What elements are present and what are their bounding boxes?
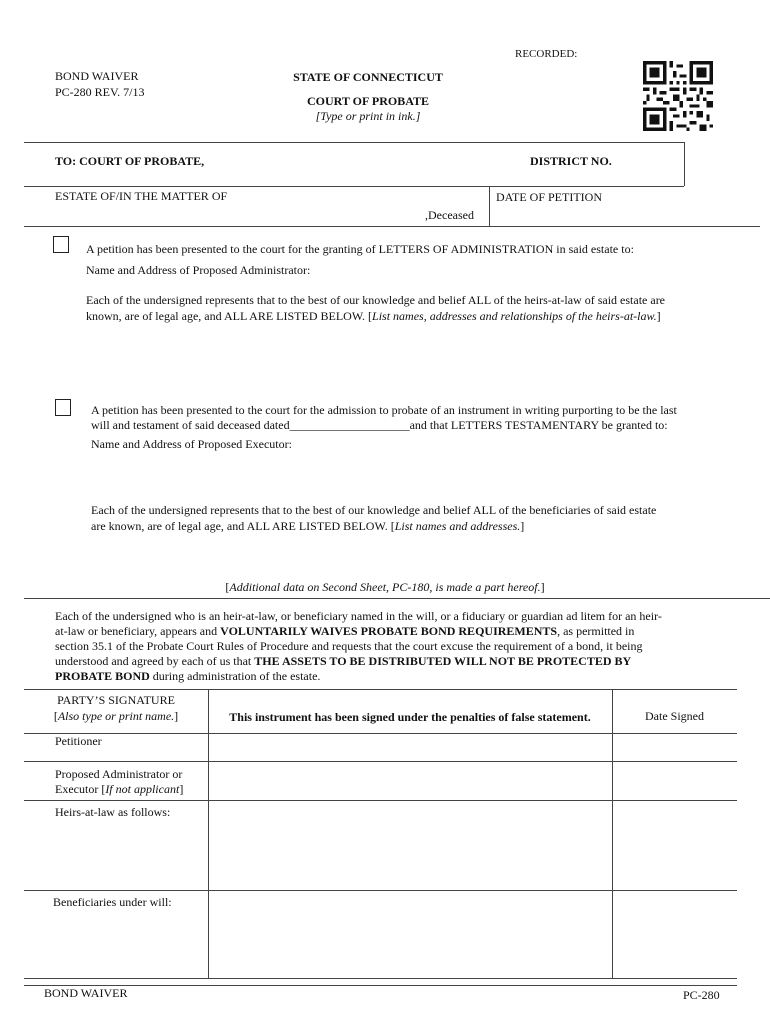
heirs-represent-line1: Each of the undersigned represents that to the best of our knowledge and belief ALL of the heirs-at-law of said estate are (86, 293, 666, 307)
form-number: PC-280 REV. 7/13 (55, 85, 145, 99)
heirs-represent-line2: known, are of legal age, and ALL ARE LISTED BELOW. [List names, addresses and relationships of the heirs-at-law.] (86, 309, 661, 323)
waiver-line5: PROBATE BOND during administration of the estate. (55, 669, 321, 683)
deceased-suffix: ,Deceased (425, 208, 474, 222)
administrator-name-label: Name and Address of Proposed Administrator: (86, 263, 311, 277)
col-date-header: Date Signed (645, 709, 704, 723)
waiver-line1: Each of the undersigned who is an heir-at-law, or beneficiary named in the will, or a fiduciary or guardian ad litem for an heir- (55, 609, 662, 623)
divider-estate (24, 226, 760, 227)
table-header-border (24, 733, 737, 734)
beneficiaries-represent-line1: Each of the undersigned represents that to the best of our knowledge and belief ALL of the beneficiaries of said estate (91, 503, 657, 517)
waiver-line3: section 35.1 of the Probate Court Rules of Procedure and requests that the court excuse the requirement of a bond, it being (55, 639, 643, 653)
ink-note: [Type or print in ink.] (315, 109, 421, 123)
to-court-label: TO: COURT OF PROBATE, (55, 154, 205, 168)
date-box-divider (489, 186, 490, 226)
row-proposed-label-line2: Executor [If not applicant] (55, 782, 184, 796)
row-border-proposed (24, 800, 737, 801)
row-border-heirs (24, 890, 737, 891)
divider-district (24, 186, 684, 187)
col-signature-header-line1: PARTY’S SIGNATURE (57, 693, 175, 707)
footer-form-number: PC-280 (683, 988, 720, 1002)
court-title: COURT OF PROBATE (306, 94, 430, 108)
divider-top (24, 142, 684, 143)
col-signature-header-line2: [Also type or print name.] (53, 709, 179, 723)
state-title: STATE OF CONNECTICUT (293, 70, 443, 84)
table-top-border (24, 689, 737, 690)
column-divider-1 (208, 689, 209, 978)
beneficiaries-represent-line2: are known, are of legal age, and ALL ARE LISTED BELOW. [List names and addresses.] (91, 519, 525, 533)
form-name: BOND WAIVER (55, 69, 139, 83)
row-petitioner-label: Petitioner (55, 734, 102, 748)
testamentary-petition-line1: A petition has been presented to the court for the admission to probate of an instrument in writing purporting to be the last (91, 403, 677, 417)
table-bottom-border (24, 978, 737, 979)
administration-petition-text: A petition has been presented to the court for the granting of LETTERS OF ADMINISTRATION in said estate to: (86, 242, 634, 256)
recorded-label: RECORDED: (515, 48, 578, 60)
estate-label: ESTATE OF/IN THE MATTER OF (55, 189, 228, 203)
testamentary-petition-line2: will and testament of said deceased dated____________________and that LETTERS TESTAMENTARY be granted to: (91, 418, 668, 432)
will-date-field[interactable]: ____________________ (289, 418, 410, 432)
column-divider-2 (612, 689, 613, 978)
row-border-petitioner (24, 761, 737, 762)
divider-waiver (24, 598, 770, 599)
qr-code-icon (643, 60, 713, 132)
waiver-line4: understood and agreed by each of us that THE ASSETS TO BE DISTRIBUTED WILL NOT BE PROTECTED BY (55, 654, 632, 668)
district-box-right (684, 142, 685, 186)
row-proposed-label-line1: Proposed Administrator or (55, 767, 183, 781)
testamentary-checkbox[interactable] (55, 399, 71, 416)
additional-data-note: [Additional data on Second Sheet, PC-180, is made a part hereof.] (225, 580, 545, 594)
executor-name-label: Name and Address of Proposed Executor: (91, 437, 292, 451)
footer-form-name: BOND WAIVER (44, 986, 128, 1000)
waiver-line2: at-law or beneficiary, appears and VOLUNTARILY WAIVES PROBATE BOND REQUIREMENTS, as permitted in (55, 624, 635, 638)
administration-checkbox[interactable] (53, 236, 69, 253)
col-statement-header: This instrument has been signed under the penalties of false statement. (229, 710, 591, 724)
footer-divider (24, 985, 737, 986)
row-heirs-label: Heirs-at-law as follows: (55, 805, 171, 819)
row-beneficiaries-label: Beneficiaries under will: (53, 895, 172, 909)
district-no-label: DISTRICT NO. (530, 154, 612, 168)
date-of-petition-label: DATE OF PETITION (496, 190, 602, 204)
